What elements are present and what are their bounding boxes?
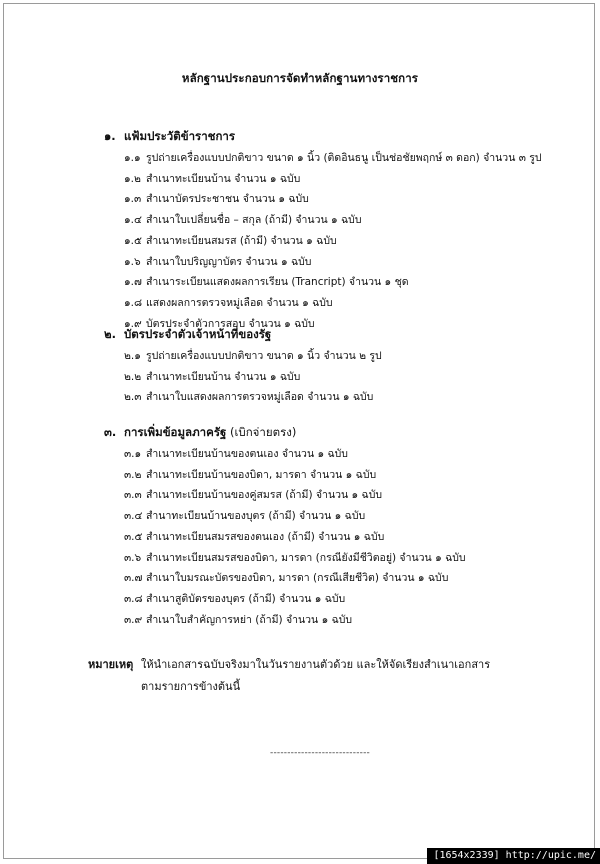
section-heading-text: แฟ้มประวัติข้าราชการ: [124, 129, 236, 143]
list-item-text: สำเนาใบสำคัญการหย่า (ถ้ามี) จำนวน ๑ ฉบับ: [146, 613, 353, 626]
section-number: ๓.: [104, 425, 117, 439]
list-item-text: สำเนาทะเบียนสมรส (ถ้ามี) จำนวน ๑ ฉบับ: [146, 234, 337, 247]
list-item-text: สำเนาใบมรณะบัตรของบิดา, มารดา (กรณีเสียชีวิต) จำนวน ๑ ฉบับ: [146, 572, 449, 585]
list-item: [124, 569, 448, 586]
list-item-number: ๓.๖: [124, 551, 142, 564]
list-item-number: ๓.๘: [124, 592, 143, 605]
list-item-text: สำเนาใบเปลี่ยนชื่อ – สกุล (ถ้ามี) จำนวน ๑ ฉบับ: [146, 214, 362, 227]
list-item-number: ๓.๔: [124, 510, 143, 523]
list-item-number: ๒.๓: [124, 391, 142, 404]
list-item-text: สำเนาสูติบัตรของบุตร (ถ้ามี) จำนวน ๑ ฉบับ: [146, 592, 346, 605]
separator-line: -----------------------------: [270, 748, 370, 758]
list-item: [124, 507, 365, 524]
remark-line-1: ให้นำเอกสารฉบับจริงมาในวันรายงานตัวด้วย และให้จัดเรียงสำเนาเอกสาร: [141, 658, 491, 671]
list-item-number: ๓.๒: [124, 468, 142, 481]
list-item-number: ๑.๓: [124, 193, 142, 206]
section-heading: [104, 128, 235, 146]
list-item-text: สำนาทะเบียนบ้านของบุตร (ถ้ามี) จำนวน ๑ ฉบับ: [146, 510, 366, 523]
remark: [88, 655, 490, 673]
section-number: ๑.: [104, 129, 116, 143]
list-item-text: สำเนาทะเบียนบ้านของบิดา, มารดา จำนวน ๑ ฉบับ: [146, 468, 377, 481]
section-heading-text: บัตรประจำตัวเจ้าหน้าที่ของรัฐ: [124, 327, 272, 341]
list-item: [124, 528, 384, 545]
remark-line-2: ตามรายการข้างต้นนี้: [141, 680, 241, 693]
section-heading-note: (เบิกจ่ายตรง): [226, 425, 297, 439]
section-heading: [104, 326, 271, 344]
list-item-text: สำเนาทะเบียนสมรสของบิดา, มารดา (กรณียังมีชีวิตอยู่) จำนวน ๑ ฉบับ: [146, 551, 466, 564]
list-item-number: ๓.๕: [124, 530, 143, 543]
list-item: [124, 170, 300, 187]
list-item-number: ๑.๑: [124, 152, 141, 164]
list-item: [124, 466, 376, 483]
remark-label: หมายเหตุ: [88, 658, 134, 671]
list-item-number: ๒.๒: [124, 370, 142, 383]
list-item-number: ๑.๗: [124, 276, 142, 289]
list-item-text: สำเนาทะเบียนบ้าน จำนวน ๑ ฉบับ: [146, 370, 301, 383]
list-item: [124, 253, 311, 270]
list-item: [124, 549, 466, 566]
list-item-number: ๑.๘: [124, 296, 143, 309]
document-page: [3, 3, 595, 859]
list-item-number: ๓.๑: [124, 448, 142, 460]
list-item-text: สำเนาทะเบียนบ้านของตนเอง จำนวน ๑ ฉบับ: [146, 448, 348, 460]
list-item-number: ๓.๓: [124, 489, 142, 502]
list-item: [124, 294, 333, 311]
list-item: [124, 388, 373, 405]
section-heading-text: การเพิ่มข้อมูลภาครัฐ: [124, 425, 227, 439]
list-item-text: สำเนาทะเบียนบ้าน จำนวน ๑ ฉบับ: [146, 172, 301, 185]
list-item-number: ๑.๔: [124, 214, 142, 227]
list-item-number: ๑.๙: [124, 317, 142, 330]
watermark-label: [1654x2339] http://upic.me/: [427, 848, 600, 864]
list-item: [124, 211, 362, 228]
list-item: [124, 486, 382, 503]
list-item-text: สำเนาทะเบียนสมรสของตนเอง (ถ้ามี) จำนวน ๑ ฉบับ: [146, 530, 385, 543]
list-item: [124, 190, 309, 207]
list-item-number: ๑.๕: [124, 234, 142, 247]
list-item-number: ๑.๖: [124, 255, 141, 268]
list-item: [124, 347, 382, 364]
list-item-text: แสดงผลการตรวจหมู่เลือด จำนวน ๑ ฉบับ: [146, 296, 333, 309]
list-item-text: สำเนาใบปริญญาบัตร จำนวน ๑ ฉบับ: [146, 255, 312, 268]
list-item: [124, 232, 337, 249]
list-item-number: ๒.๑: [124, 350, 141, 362]
list-item: [124, 368, 300, 385]
list-item-text: รูปถ่ายเครื่องแบบปกติขาว ขนาด ๑ นิ้ว (ติดอินธนู เป็นช่อชัยพฤกษ์ ๓ ดอก) จำนวน ๓ รูป: [146, 152, 542, 164]
list-item: [124, 590, 345, 607]
list-item: [124, 611, 352, 628]
list-item-text: สำเนาใบแสดงผลการตรวจหมู่เลือด จำนวน ๑ ฉบับ: [146, 391, 374, 404]
list-item-text: สำเนาทะเบียนบ้านของคู่สมรส (ถ้ามี) จำนวน ๑ ฉบับ: [146, 489, 383, 502]
list-item: [124, 445, 348, 462]
list-item-text: สำเนาระเบียนแสดงผลการเรียน (Trancript) จำนวน ๑ ชุด: [146, 276, 409, 289]
list-item-number: ๓.๙: [124, 613, 143, 626]
section-heading: [104, 424, 296, 442]
list-item-text: รูปถ่ายเครื่องแบบปกติขาว ขนาด ๑ นิ้ว จำนวน ๒ รูป: [146, 350, 382, 362]
list-item-number: ๑.๒: [124, 172, 141, 185]
list-item-text: บัตรประจำตัวการสอบ จำนวน ๑ ฉบับ: [146, 317, 315, 330]
page-title: หลักฐานประกอบการจัดทำหลักฐานทางราชการ: [181, 71, 419, 85]
list-item-number: ๓.๗: [124, 572, 143, 585]
section-number: ๒.: [104, 327, 116, 341]
list-item-text: สำเนาบัตรประชาชน จำนวน ๑ ฉบับ: [146, 193, 309, 206]
list-item: [124, 273, 409, 290]
list-item: [124, 149, 542, 166]
